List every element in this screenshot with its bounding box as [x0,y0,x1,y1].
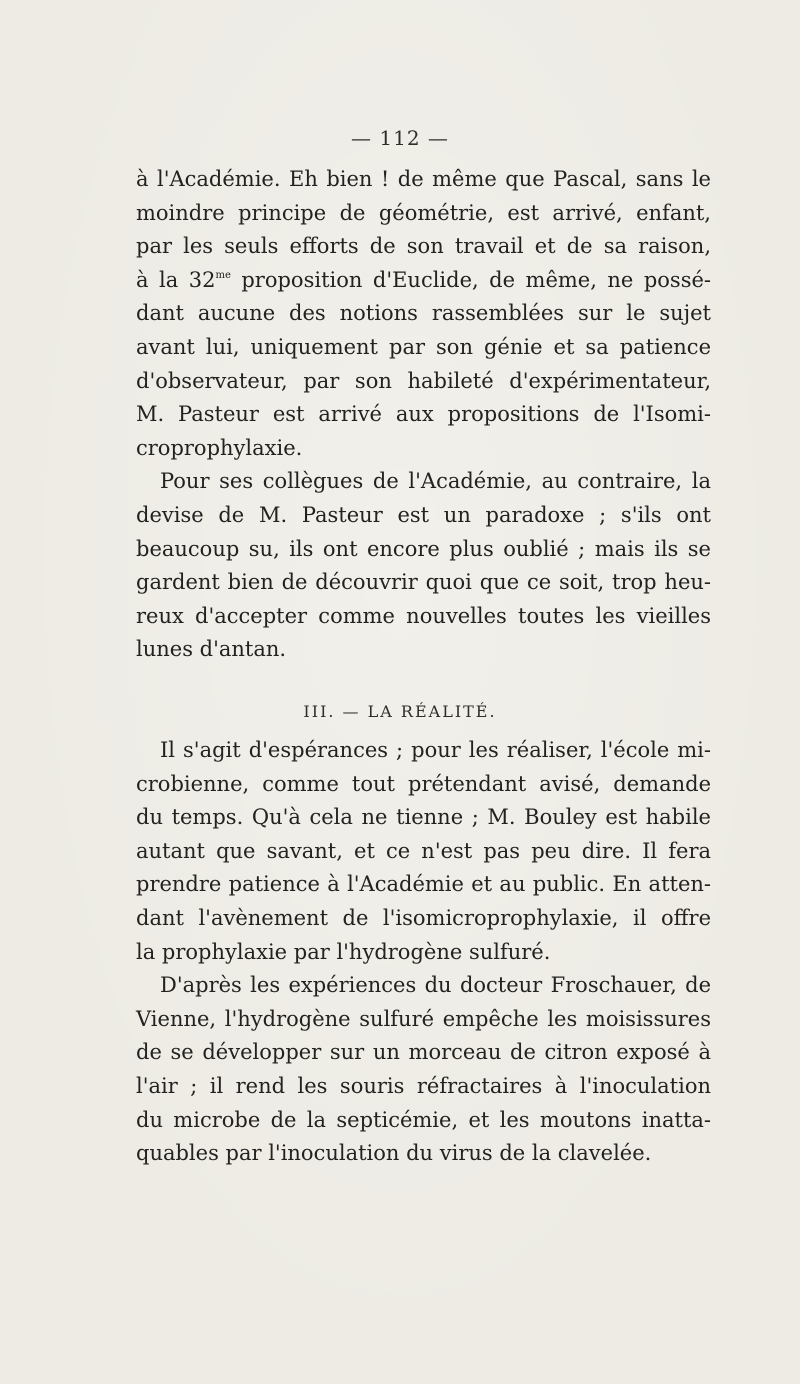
text-line: Vienne, l'hydrogène sulfuré empêche les moisissures [136,1006,711,1031]
text-line: par les seuls efforts de son travail et de sa raison, [136,234,711,259]
text-line: la prophylaxie par l'hydrogène sulfuré. [136,939,551,964]
page-number: — 112 — [351,126,449,150]
text-line: croprophylaxie. [136,435,303,460]
text-line: à l'Académie. Eh bien ! de même que Pascal, sans le [136,167,711,191]
text-line: d'observateur, par son habileté d'expérimentateur, [136,368,711,393]
text-line: prendre patience à l'Académie et au public. En atten- [136,872,711,897]
text-line: devise de M. Pasteur est un paradoxe ; s'ils ont [136,502,711,527]
text-line: dant l'avènement de l'isomicroprophylaxie, il offre [136,905,711,930]
text-line: M. Pasteur est arrivé aux propositions de l'Isomi- [136,402,711,427]
paragraph [136,163,711,465]
text-line: Il s'agit d'espérances ; pour les réaliser, l'école mi- [160,738,711,762]
text-line: moindre principe de géométrie, est arrivé, enfant, [136,200,711,225]
text-line: lunes d'antan. [136,637,287,662]
text-line: l'air ; il rend les souris réfractaires à l'inoculation [136,1073,711,1098]
section-heading: III. — LA RÉALITÉ. [303,702,497,721]
superscript: me [215,269,231,281]
text-line: dant aucune des notions rassemblées sur le sujet [136,301,711,326]
text-line: crobienne, comme tout prétendant avisé, demande [136,771,711,796]
text-line: quables par l'inoculation du virus de la clavelée. [136,1141,652,1166]
text-line: reux d'accepter comme nouvelles toutes les vieilles [136,603,711,628]
text-line: à la $32^{me}$ proposition d'Euclide, de même, ne possé- [136,267,711,292]
text-line: beaucoup su, ils ont encore plus oublié ; mais ils se [136,536,711,561]
text-line: du microbe de la septicémie, et les moutons inatta- [136,1107,711,1132]
paragraph [136,734,711,969]
text-line: Pour ses collègues de l'Académie, au contraire, la [160,469,711,494]
text-line: avant lui, uniquement par son génie et sa patience [136,334,711,359]
text-line: gardent bien de découvrir quoi que ce soit, trop heu- [136,570,711,595]
paragraph [136,465,711,667]
paragraph [136,969,711,1171]
text-block-top [136,163,711,667]
text-line: du temps. Qu'à cela ne tienne ; M. Bouley est habile [136,805,711,830]
text-line: D'après les expériences du docteur Froschauer, de [160,973,711,998]
text-line: autant que savant, et ce n'est pas peu dire. Il fera [136,838,711,863]
text-block-bottom [136,734,711,1171]
text-line: de se développer sur un morceau de citron exposé à [136,1040,711,1065]
